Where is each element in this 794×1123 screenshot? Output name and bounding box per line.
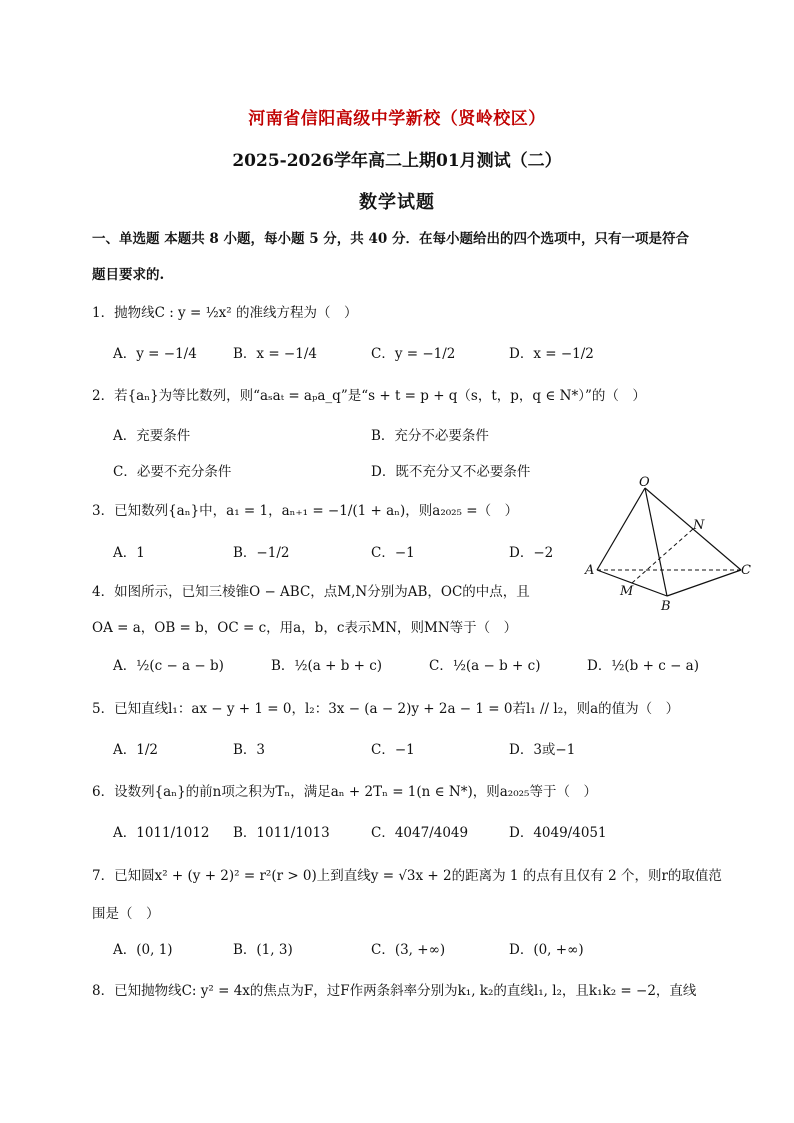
question-5-option-c: C．−1 xyxy=(371,742,415,758)
question-5-stem: 5．已知直线l₁：ax − y + 1 = 0，l₂：3x − (a − 2)y + 2a − 1 = 0若l₁ // l₂，则a的值为（ ） xyxy=(92,701,680,717)
label-m: M xyxy=(620,584,634,599)
question-1-option-c: C．y = −1/2 xyxy=(371,346,456,362)
question-4-option-c: C．½(a − b + c) xyxy=(429,658,541,674)
label-b: B xyxy=(661,599,671,614)
question-6-option-b: B．1011/1013 xyxy=(233,825,330,841)
question-6-option-d: D．4049/4051 xyxy=(509,825,607,841)
question-1-option-a: A．y = −1/4 xyxy=(113,346,197,362)
question-3-stem: 3．已知数列{aₙ}中，a₁ = 1，aₙ₊₁ = −1/(1 + aₙ)，则a₂₀₂₅ =（ ） xyxy=(92,503,519,519)
question-5-option-d: D．3或−1 xyxy=(509,742,576,758)
question-7-option-b: B．(1, 3) xyxy=(233,942,293,958)
section-heading-line2: 题目要求的. xyxy=(92,267,165,283)
label-a: A xyxy=(585,563,595,578)
school-title: 河南省信阳高级中学新校（贤岭校区） xyxy=(248,109,546,129)
label-o: O xyxy=(639,475,650,490)
question-5-option-a: A．1/2 xyxy=(113,742,158,758)
question-2-option-a: A．充要条件 xyxy=(113,428,191,444)
tetrahedron-figure xyxy=(583,474,763,614)
question-8-stem: 8．已知抛物线C: y² = 4x的焦点为F，过F作两条斜率分别为k₁, k₂的直线l₁, l₂，且k₁k₂ = −2，直线 xyxy=(92,983,697,999)
question-7-option-c: C．(3, +∞) xyxy=(371,942,446,958)
question-2-option-b: B．充分不必要条件 xyxy=(371,428,489,444)
label-n: N xyxy=(693,518,705,533)
question-4-option-a: A．½(c − a − b) xyxy=(113,658,224,674)
subject-title: 数学试题 xyxy=(359,192,435,213)
question-6-option-a: A．1011/1012 xyxy=(113,825,210,841)
question-4-option-b: B．½(a + b + c) xyxy=(271,658,383,674)
question-6-option-c: C．4047/4049 xyxy=(371,825,469,841)
question-1-option-b: B．x = −1/4 xyxy=(233,346,317,362)
question-3-option-c: C．−1 xyxy=(371,545,415,561)
question-6-stem: 6．设数列{aₙ}的前n项之积为Tₙ，满足aₙ + 2Tₙ = 1(n ∈ N*)，则a₂₀₂₅等于（ ） xyxy=(92,784,597,800)
question-2-option-d: D．既不充分又不必要条件 xyxy=(371,464,531,480)
question-2-stem: 2．若{aₙ}为等比数列，则“aₛaₜ = aₚa_q”是“s + t = p + q（s，t，p，q ∈ N*）”的（ ） xyxy=(92,388,646,404)
question-7-option-a: A．(0, 1) xyxy=(113,942,173,958)
question-1-option-d: D．x = −1/2 xyxy=(509,346,594,362)
question-3-option-b: B．−1/2 xyxy=(233,545,290,561)
question-3-option-a: A．1 xyxy=(113,545,145,561)
question-7-stem-line1: 7．已知圆x² + (y + 2)² = r²(r > 0)上到直线y = √3x + 2的距离为 1 的点有且仅有 2 个，则r的取值范 xyxy=(92,868,722,884)
question-5-option-b: B．3 xyxy=(233,742,266,758)
label-c: C xyxy=(741,563,751,578)
question-2-option-c: C．必要不充分条件 xyxy=(113,464,232,480)
exam-title: 2025-2026学年高二上期01月测试（二） xyxy=(232,151,562,171)
question-7-stem-line2: 围是（ ） xyxy=(92,906,160,922)
question-1-stem: 1．抛物线C : y = ½x² 的准线方程为（ ） xyxy=(92,305,358,321)
question-4-stem-line1: 4．如图所示，已知三棱锥O − ABC，点M,N分别为AB，OC的中点，且 xyxy=(92,584,530,600)
question-3-option-d: D．−2 xyxy=(509,545,554,561)
section-heading-line1: 一、单选题 本题共 8 小题，每小题 5 分，共 40 分．在每小题给出的四个选项中，只有一项是符合 xyxy=(92,231,689,247)
question-4-stem-line2: OA = a，OB = b，OC = c，用a，b，c表示MN，则MN等于（ ） xyxy=(92,620,518,636)
question-7-option-d: D．(0, +∞) xyxy=(509,942,584,958)
question-4-option-d: D．½(b + c − a) xyxy=(587,658,699,674)
